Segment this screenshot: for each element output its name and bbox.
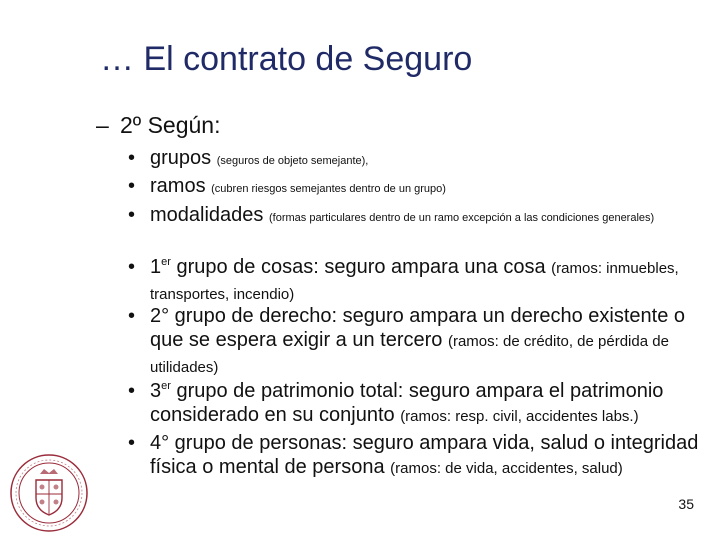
group-text: grupo de personas: seguro ampara vida, salud o integridad física o mental de persona	[150, 432, 699, 478]
bullet-dot-icon: •	[128, 305, 136, 327]
group-ordinal: 2°	[150, 305, 170, 327]
group-ordinal: 1	[150, 256, 162, 278]
group-ordinal-sup: er	[161, 380, 171, 392]
classification-term: grupos	[150, 147, 212, 169]
subheading-text: 2º Según:	[120, 112, 221, 138]
group-note: (ramos: de vida, accidentes, salud)	[390, 460, 623, 477]
bullet-dot-icon: •	[128, 175, 136, 197]
classification-term: modalidades	[150, 204, 264, 226]
bullet-dot-icon: •	[128, 432, 136, 454]
group-item	[128, 304, 698, 380]
group-ordinal: 3	[150, 380, 162, 402]
group-text: grupo de cosas: seguro ampara una cosa	[170, 256, 546, 278]
page-number: 35	[678, 496, 694, 512]
classification-note: (cubren riesgos semejantes dentro de un grupo)	[211, 183, 446, 195]
bullet-dot-icon: •	[128, 380, 136, 402]
group-note: (ramos: de crédito, de pérdida de utilidades)	[150, 333, 669, 376]
bullet-dot-icon: •	[128, 147, 136, 169]
classification-item	[128, 203, 708, 230]
group-ordinal: 4°	[150, 432, 170, 454]
subheading	[96, 112, 220, 139]
group-note: (ramos: resp. civil, accidentes labs.)	[400, 408, 639, 425]
bullet-dot-icon: •	[128, 256, 136, 278]
group-note: (ramos: inmuebles, transportes, incendio)	[150, 260, 679, 303]
classification-note: (formas particulares dentro de un ramo excepción a las condiciones generales)	[268, 212, 655, 224]
group-item	[128, 379, 703, 429]
classification-term: ramos	[150, 175, 206, 197]
group-ordinal-sup: er	[161, 256, 171, 268]
classification-item	[128, 146, 708, 173]
group-item	[128, 431, 703, 481]
group-item	[128, 255, 698, 307]
university-seal-icon	[8, 452, 90, 534]
classification-note: (seguros de objeto semejante),	[216, 155, 369, 167]
slide-title: … El contrato de Seguro	[100, 40, 473, 78]
bullet-dot-icon: •	[128, 204, 136, 226]
classification-item	[128, 174, 708, 201]
dash-marker: –	[96, 112, 109, 138]
group-text: grupo de derecho: seguro ampara un derecho existente o que se espera exigir a un tercero	[150, 305, 686, 351]
group-text: grupo de patrimonio total: seguro ampara el patrimonio considerado en su conjunto	[150, 380, 664, 426]
